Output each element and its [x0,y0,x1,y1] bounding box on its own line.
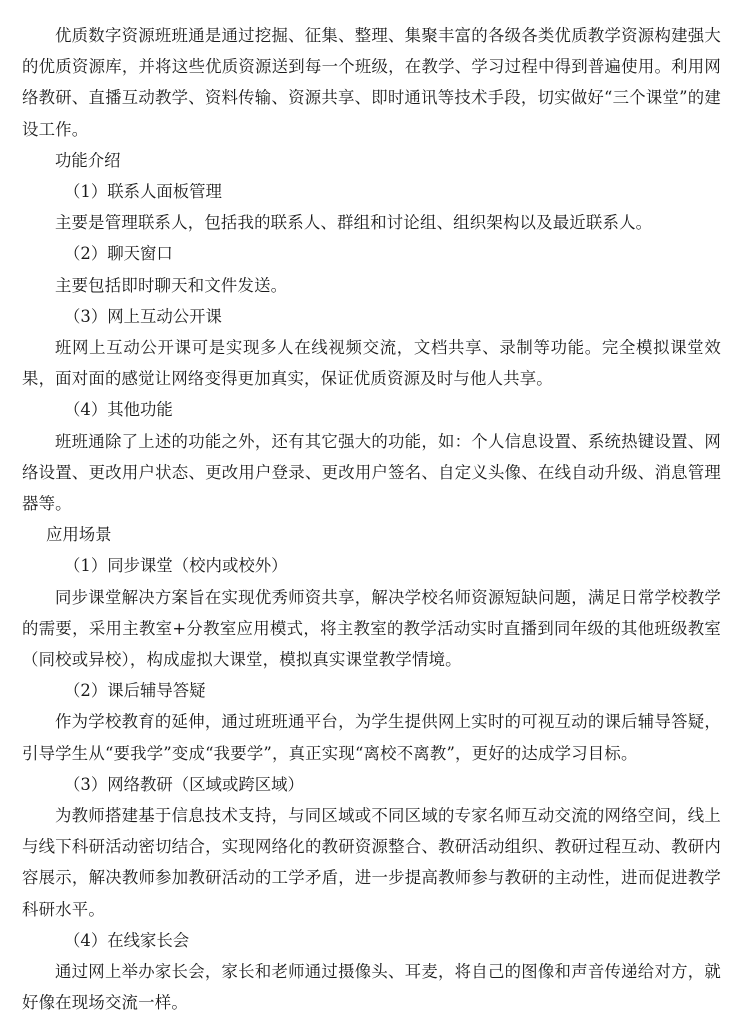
features-heading: 功能介绍 [55,150,121,170]
scenario-title-tutoring: （2）课后辅导答疑 [64,681,206,701]
scenario-title-online-research: （3）网络教研（区域或跨区域） [64,774,304,794]
feature-title-contacts: （1）联系人面板管理 [64,182,222,202]
feature-body-contacts: 主要是管理联系人，包括我的联系人、群组和讨论组、组织架构以及最近联系人。 [55,213,653,233]
feature-title-open-class: （3）网上互动公开课 [64,306,222,326]
scenario-body-parent-meeting: 通过网上举办家长会，家长和老师通过摄像头、耳麦，将自己的图像和声音传递给对方，就好像在现场交流一样。 [22,962,721,1013]
feature-body-open-class: 班网上互动公开课可是实现多人在线视频交流，文档共享、录制等功能。完全模拟课堂效果，面对面的感觉让网络变得更加真实，保证优质资源及时与他人共享。 [22,338,721,389]
intro-paragraph: 优质数字资源班班通是通过挖掘、征集、整理、集聚丰富的各级各类优质教学资源构建强大的优质资源库，并将这些优质资源送到每一个班级，在教学、学习过程中得到普遍使用。利用网络教研、直播互动教学、资料传输、资源共享、即时通讯等技术手段，切实做好“三个课堂”的建设工作。 [22,26,721,139]
scenarios-heading: 应用场景 [46,525,112,545]
scenario-body-tutoring: 作为学校教育的延伸，通过班班通平台，为学生提供网上实时的可视互动的课后辅导答疑，引导学生从“要我学”变成“我要学”，真正实现“离校不离教”，更好的达成学习目标。 [22,712,721,763]
scenario-title-parent-meeting: （4）在线家长会 [64,930,190,950]
feature-title-other: （4）其他功能 [64,400,173,420]
scenario-body-online-research: 为教师搭建基于信息技术支持，与同区域或不同区域的专家名师互动交流的网络空间，线上与线下科研活动密切结合，实现网络化的教研资源整合、教研活动组织、教研过程互动、教研内容展示，解决教师参加教研活动的工学矛盾，进一步提高教师参与教研的主动性，进而促进教学科研水平。 [22,806,721,919]
feature-body-chat: 主要包括即时聊天和文件发送。 [55,275,288,295]
scenario-title-sync-class: （1）同步课堂（校内或校外） [64,556,288,576]
feature-title-chat: （2）聊天窗口 [64,244,173,264]
feature-body-other: 班班通除了上述的功能之外，还有其它强大的功能，如：个人信息设置、系统热键设置、网络设置、更改用户状态、更改用户登录、更改用户签名、自定义头像、在线自动升级、消息管理器等。 [22,431,721,514]
scenario-body-sync-class: 同步课堂解决方案旨在实现优秀师资共享，解决学校名师资源短缺问题，满足日常学校教学的需要，采用主教室+分教室应用模式，将主教室的教学活动实时直播到同年级的其他班级教室（同校或异校），构成虚拟大课堂，模拟真实课堂教学情境。 [22,587,721,670]
